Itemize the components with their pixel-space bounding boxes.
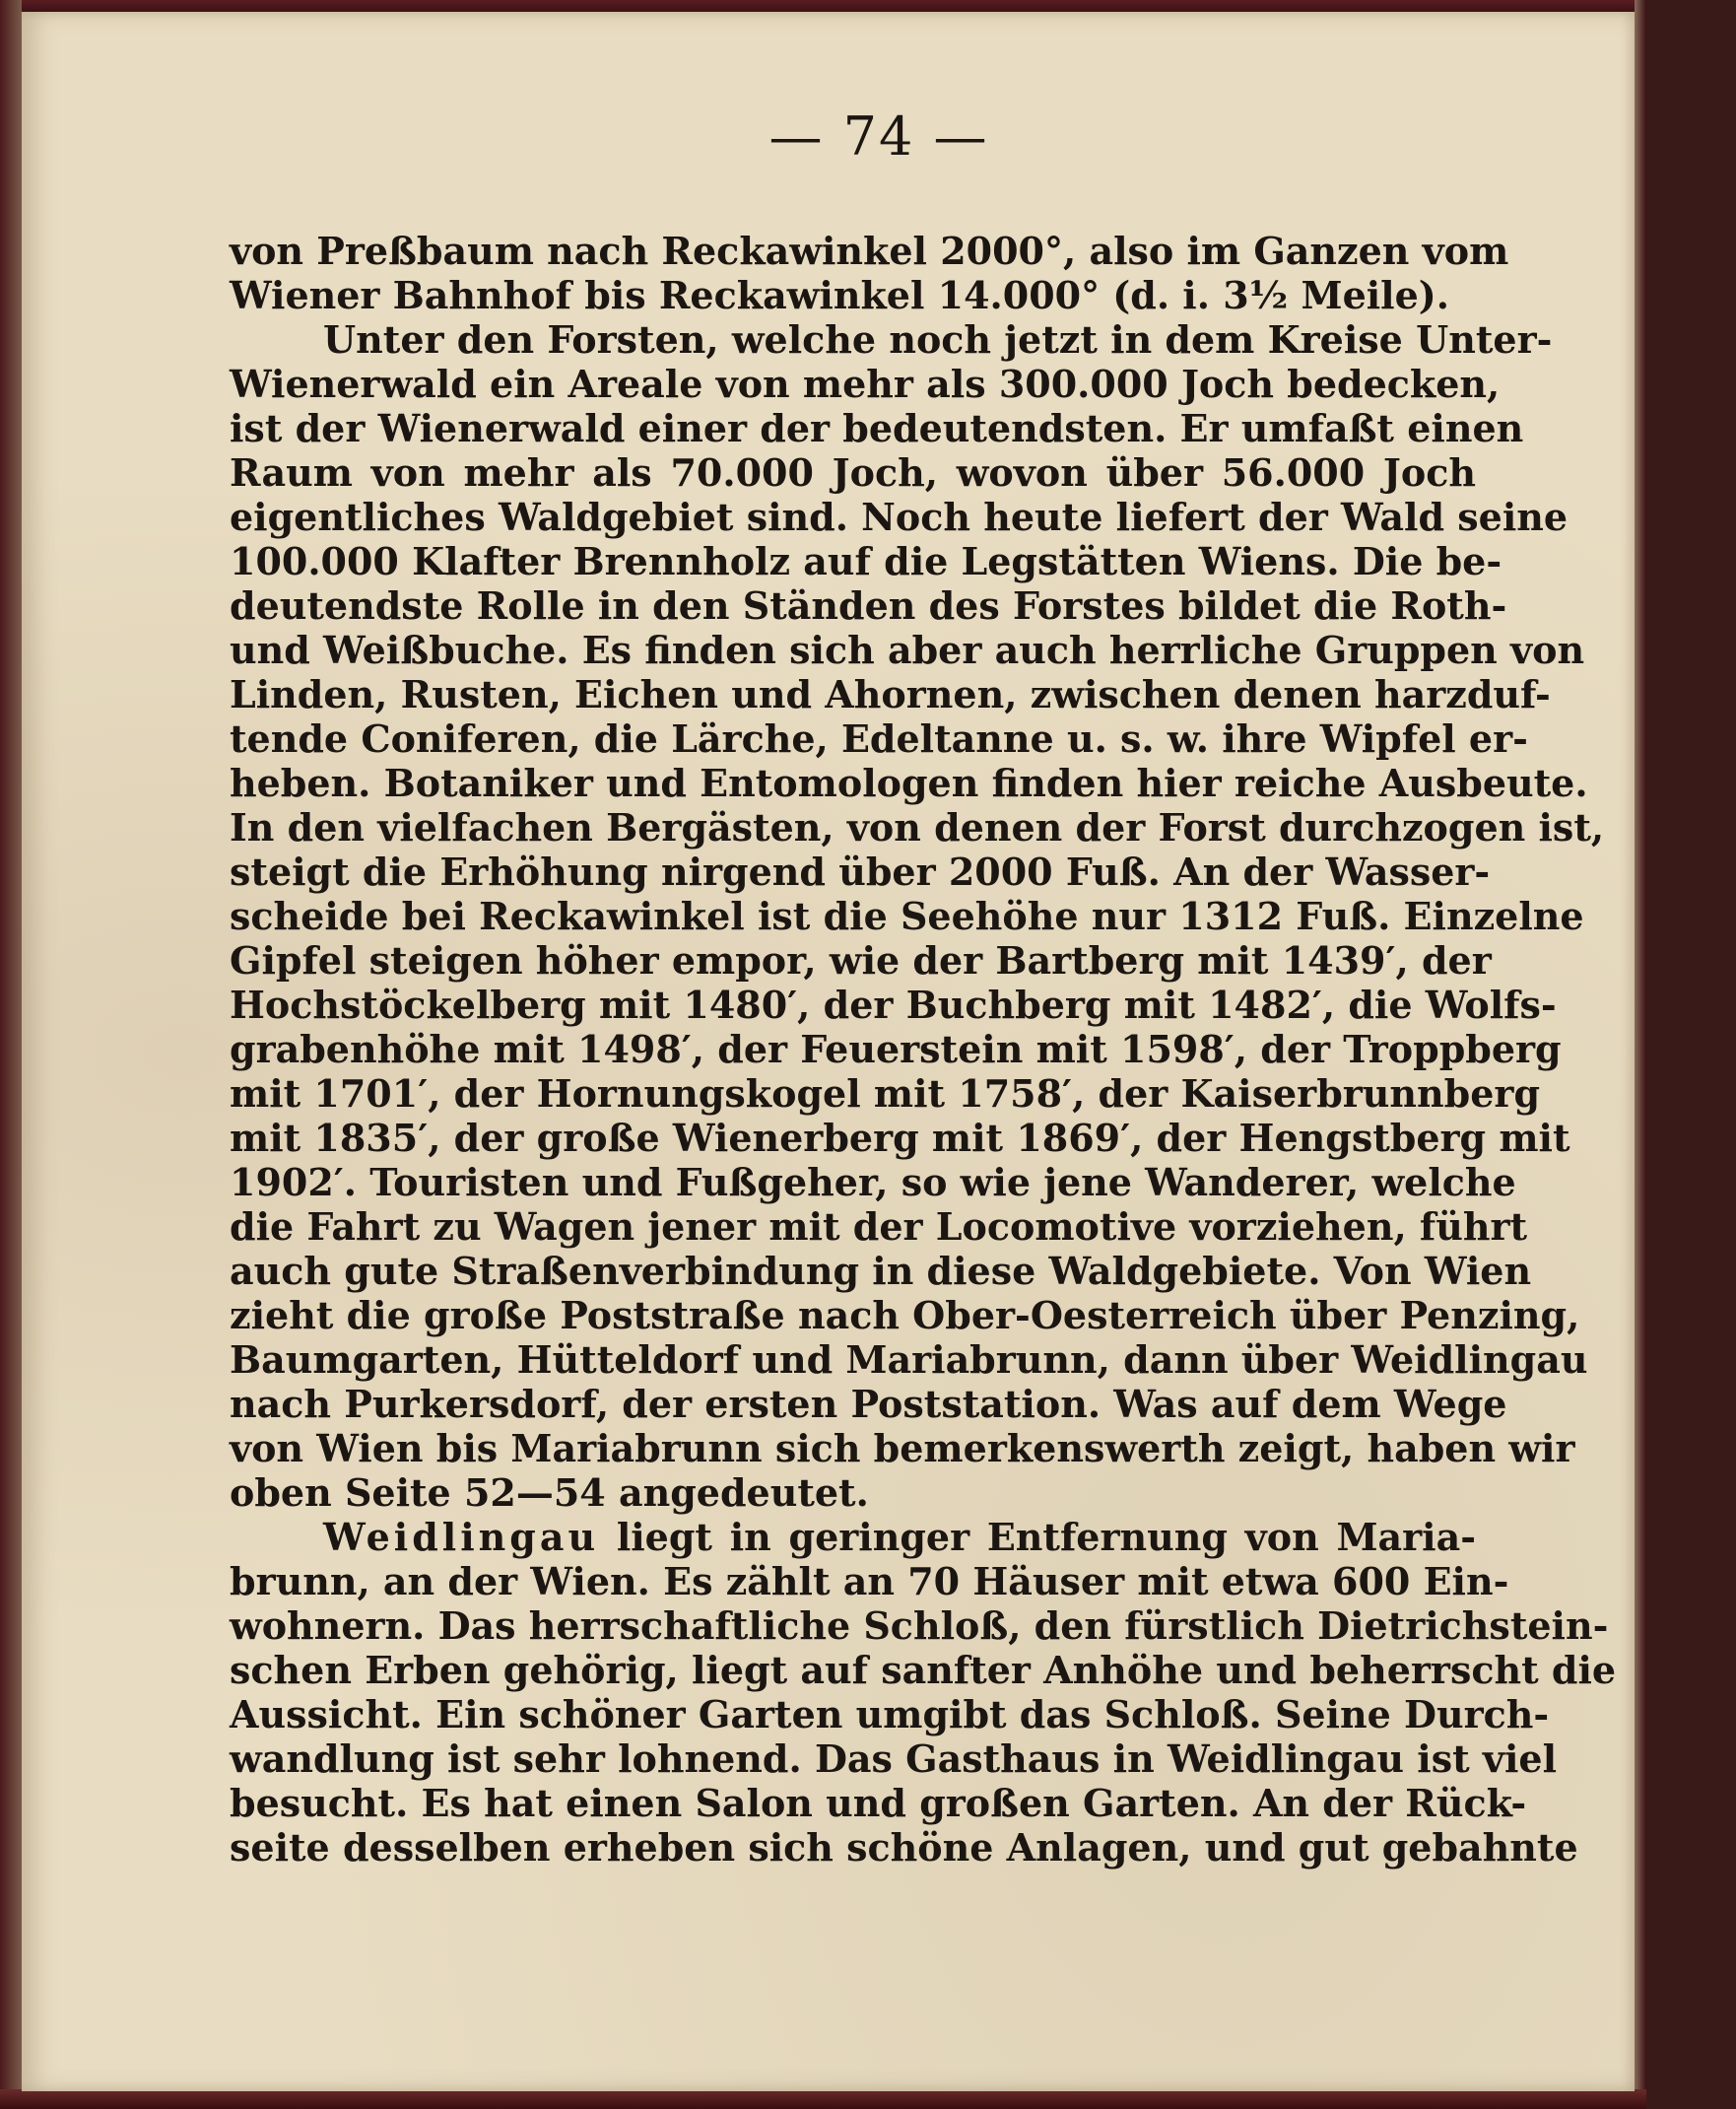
text-line: Gipfel steigen höher empor, wie der Bartberg mit 1439′, der — [230, 938, 1492, 983]
text-line: scheide bei Reckawinkel ist die Seehöhe nur 1312 Fuß. Einzelne — [230, 894, 1584, 938]
text-line: Unter den Forsten, welche noch jetzt in dem Kreise Unter- — [323, 317, 1553, 362]
text-line: grabenhöhe mit 1498′, der Feuerstein mit 1598′, der Troppberg — [230, 1027, 1562, 1071]
text-line: 100.000 Klafter Brennholz auf die Legstätten Wiens. Die be- — [230, 539, 1502, 583]
book-binding-right — [1635, 0, 1646, 2109]
text-line: wandlung ist sehr lohnend. Das Gasthaus in Weidlingau ist viel — [230, 1736, 1558, 1781]
text-line: Wiener Bahnhof bis Reckawinkel 14.000° (d. i. 3½ Meile). — [230, 273, 1450, 317]
text-line-rest: liegt in geringer Entfernung von Maria- — [599, 1515, 1476, 1559]
text-line: von Preßbaum nach Reckawinkel 2000°, also im Ganzen vom — [230, 229, 1509, 273]
place-name-weidlingau: Weidlingau — [323, 1515, 600, 1559]
text-line: deutendste Rolle in den Ständen des Forstes bildet die Roth- — [230, 583, 1507, 628]
text-line: In den vielfachen Bergästen, von denen der Forst durchzogen ist, — [230, 805, 1605, 850]
text-line: Wienerwald ein Areale von mehr als 300.000 Joch bedecken, — [230, 362, 1501, 406]
text-line: eigentliches Waldgebiet sind. Noch heute liefert der Wald seine — [230, 495, 1569, 539]
page-number: — 74 — — [768, 105, 989, 168]
text-line: die Fahrt zu Wagen jener mit der Locomotive vorziehen, führt — [230, 1204, 1528, 1249]
text-line: besucht. Es hat einen Salon und großen Garten. An der Rück- — [230, 1781, 1527, 1825]
text-line: Aussicht. Ein schöner Garten umgibt das Schloß. Seine Durch- — [230, 1692, 1550, 1736]
text-line: oben Seite 52—54 angedeutet. — [230, 1470, 869, 1515]
book-binding-left — [0, 0, 22, 2109]
text-line: Hochstöckelberg mit 1480′, der Buchberg mit 1482′, die Wolfs- — [230, 983, 1557, 1027]
text-line-first — [230, 1515, 1476, 1559]
text-line: Baumgarten, Hütteldorf und Mariabrunn, dann über Weidlingau — [230, 1337, 1588, 1382]
text-line: Linden, Rusten, Eichen und Ahornen, zwischen denen harzduf- — [230, 672, 1551, 716]
book-binding-bottom — [0, 2089, 1646, 2109]
text-line: ist der Wienerwald einer der bedeutendsten. Er umfaßt einen — [230, 406, 1524, 450]
text-line: schen Erben gehörig, liegt auf sanfter Anhöhe und beherrscht die — [230, 1648, 1617, 1692]
text-line: zieht die große Poststraße nach Ober-Oesterreich über Penzing, — [230, 1293, 1580, 1337]
text-line: auch gute Straßenverbindung in diese Waldgebiete. Von Wien — [230, 1249, 1532, 1293]
text-line: von Wien bis Mariabrunn sich bemerkenswerth zeigt, haben wir — [230, 1426, 1575, 1470]
text-line: 1902′. Touristen und Fußgeher, so wie jene Wanderer, welche — [230, 1160, 1516, 1204]
text-line: nach Purkersdorf, der ersten Poststation. Was auf dem Wege — [230, 1382, 1507, 1426]
text-line: heben. Botaniker und Entomologen finden hier reiche Ausbeute. — [230, 761, 1588, 805]
text-line: und Weißbuche. Es finden sich aber auch herrliche Gruppen von — [230, 628, 1585, 672]
text-line: mit 1835′, der große Wienerberg mit 1869′, der Hengstberg mit — [230, 1116, 1570, 1160]
text-line: mit 1701′, der Hornungskogel mit 1758′, der Kaiserbrunnberg — [230, 1071, 1541, 1116]
text-line: seite desselben erheben sich schöne Anlagen, und gut gebahnte — [230, 1825, 1578, 1870]
text-line: steigt die Erhöhung nirgend über 2000 Fuß. An der Wasser- — [230, 850, 1491, 894]
text-line: wohnern. Das herrschaftliche Schloß, den fürstlich Dietrichstein- — [230, 1603, 1609, 1648]
body-text — [230, 229, 1617, 1870]
text-line: brunn, an der Wien. Es zählt an 70 Häuser mit etwa 600 Ein- — [230, 1559, 1509, 1603]
text-line: Raum von mehr als 70.000 Joch, wovon über 56.000 Joch — [230, 450, 1476, 495]
text-line: tende Coniferen, die Lärche, Edeltanne u. s. w. ihre Wipfel er- — [230, 716, 1528, 761]
